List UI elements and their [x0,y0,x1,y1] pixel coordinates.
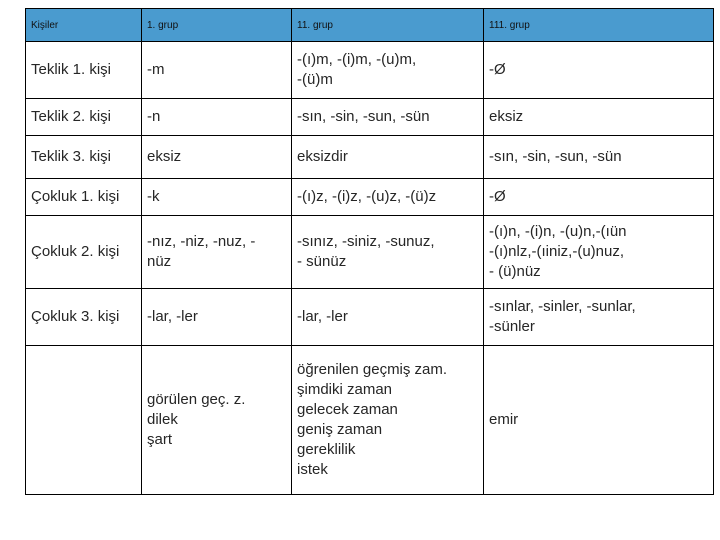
cell-line: dilek [147,411,178,428]
cell-line: eksiz [147,148,182,165]
table-row [26,346,714,495]
person-cell: Çokluk 2. kişi [26,216,142,289]
group-3-cell [484,42,714,99]
cell-line: -k [147,188,160,205]
cell-line: -(ı)n, -(i)n, -(u)n,-(ıün [489,223,627,240]
group-3-cell [484,136,714,179]
cell-line: istek [297,461,328,478]
cell-line: şart [147,431,173,448]
group-2-cell [292,346,484,495]
group-2-cell [292,99,484,136]
cell-line: -sınlar, -sinler, -sunlar, [489,298,636,315]
table-row [26,289,714,346]
table-row [26,136,714,179]
group-2-cell [292,289,484,346]
header-group-2: 11. grup [292,9,484,42]
cell-line: eksiz [489,108,524,125]
person-cell: Teklik 2. kişi [26,99,142,136]
header-row [26,9,714,42]
cell-line: -sünler [489,318,535,335]
group-1-cell [142,42,292,99]
group-1-cell [142,136,292,179]
cell-line: görülen geç. z. [147,391,246,408]
cell-line: -(ü)m [297,71,333,88]
cell-line: emir [489,411,519,428]
header-persons: Kişiler [26,9,142,42]
cell-line: geniş zaman [297,421,383,438]
group-1-cell [142,99,292,136]
person-cell [26,346,142,495]
cell-line: şimdiki zaman [297,381,393,398]
cell-line: -Ø [489,188,506,205]
person-cell: Çokluk 3. kişi [26,289,142,346]
group-3-cell [484,179,714,216]
table-row [26,179,714,216]
group-2-cell [292,216,484,289]
group-1-cell [142,289,292,346]
cell-line: -Ø [489,61,506,78]
group-1-cell [142,216,292,289]
table-row [26,99,714,136]
person-cell: Çokluk 1. kişi [26,179,142,216]
table-row [26,216,714,289]
cell-line: -(ı)z, -(i)z, -(u)z, -(ü)z [297,188,437,205]
cell-line: -nız, -niz, -nuz, - [147,233,256,250]
group-3-cell [484,346,714,495]
group-2-cell [292,179,484,216]
table-row [26,42,714,99]
cell-line: -(ı)nlz,-(ıiniz,-(u)nuz, [489,243,625,260]
person-cell: Teklik 1. kişi [26,42,142,99]
group-2-cell [292,42,484,99]
cell-line: eksizdir [297,148,348,165]
header-group-3: 111. grup [484,9,714,42]
person-cell: Teklik 3. kişi [26,136,142,179]
cell-line: -lar, -ler [297,308,348,325]
cell-line: - sünüz [297,253,347,270]
cell-line: -sın, -sin, -sun, -sün [489,148,622,165]
cell-line: -m [147,61,165,78]
cell-line: nüz [147,253,172,270]
group-1-cell [142,346,292,495]
header-group-1: 1. grup [142,9,292,42]
cell-line: gelecek zaman [297,401,398,418]
group-3-cell [484,289,714,346]
cell-line: - (ü)nüz [489,263,541,280]
group-3-cell [484,216,714,289]
suffix-table [25,8,714,495]
cell-line: gereklilik [297,441,356,458]
cell-line: -n [147,108,161,125]
cell-line: -lar, -ler [147,308,198,325]
group-1-cell [142,179,292,216]
cell-line: öğrenilen geçmiş zam. [297,361,448,378]
group-2-cell [292,136,484,179]
cell-line: -sınız, -siniz, -sunuz, [297,233,435,250]
cell-line: -(ı)m, -(i)m, -(u)m, [297,51,417,68]
cell-line: -sın, -sin, -sun, -sün [297,108,430,125]
group-3-cell [484,99,714,136]
